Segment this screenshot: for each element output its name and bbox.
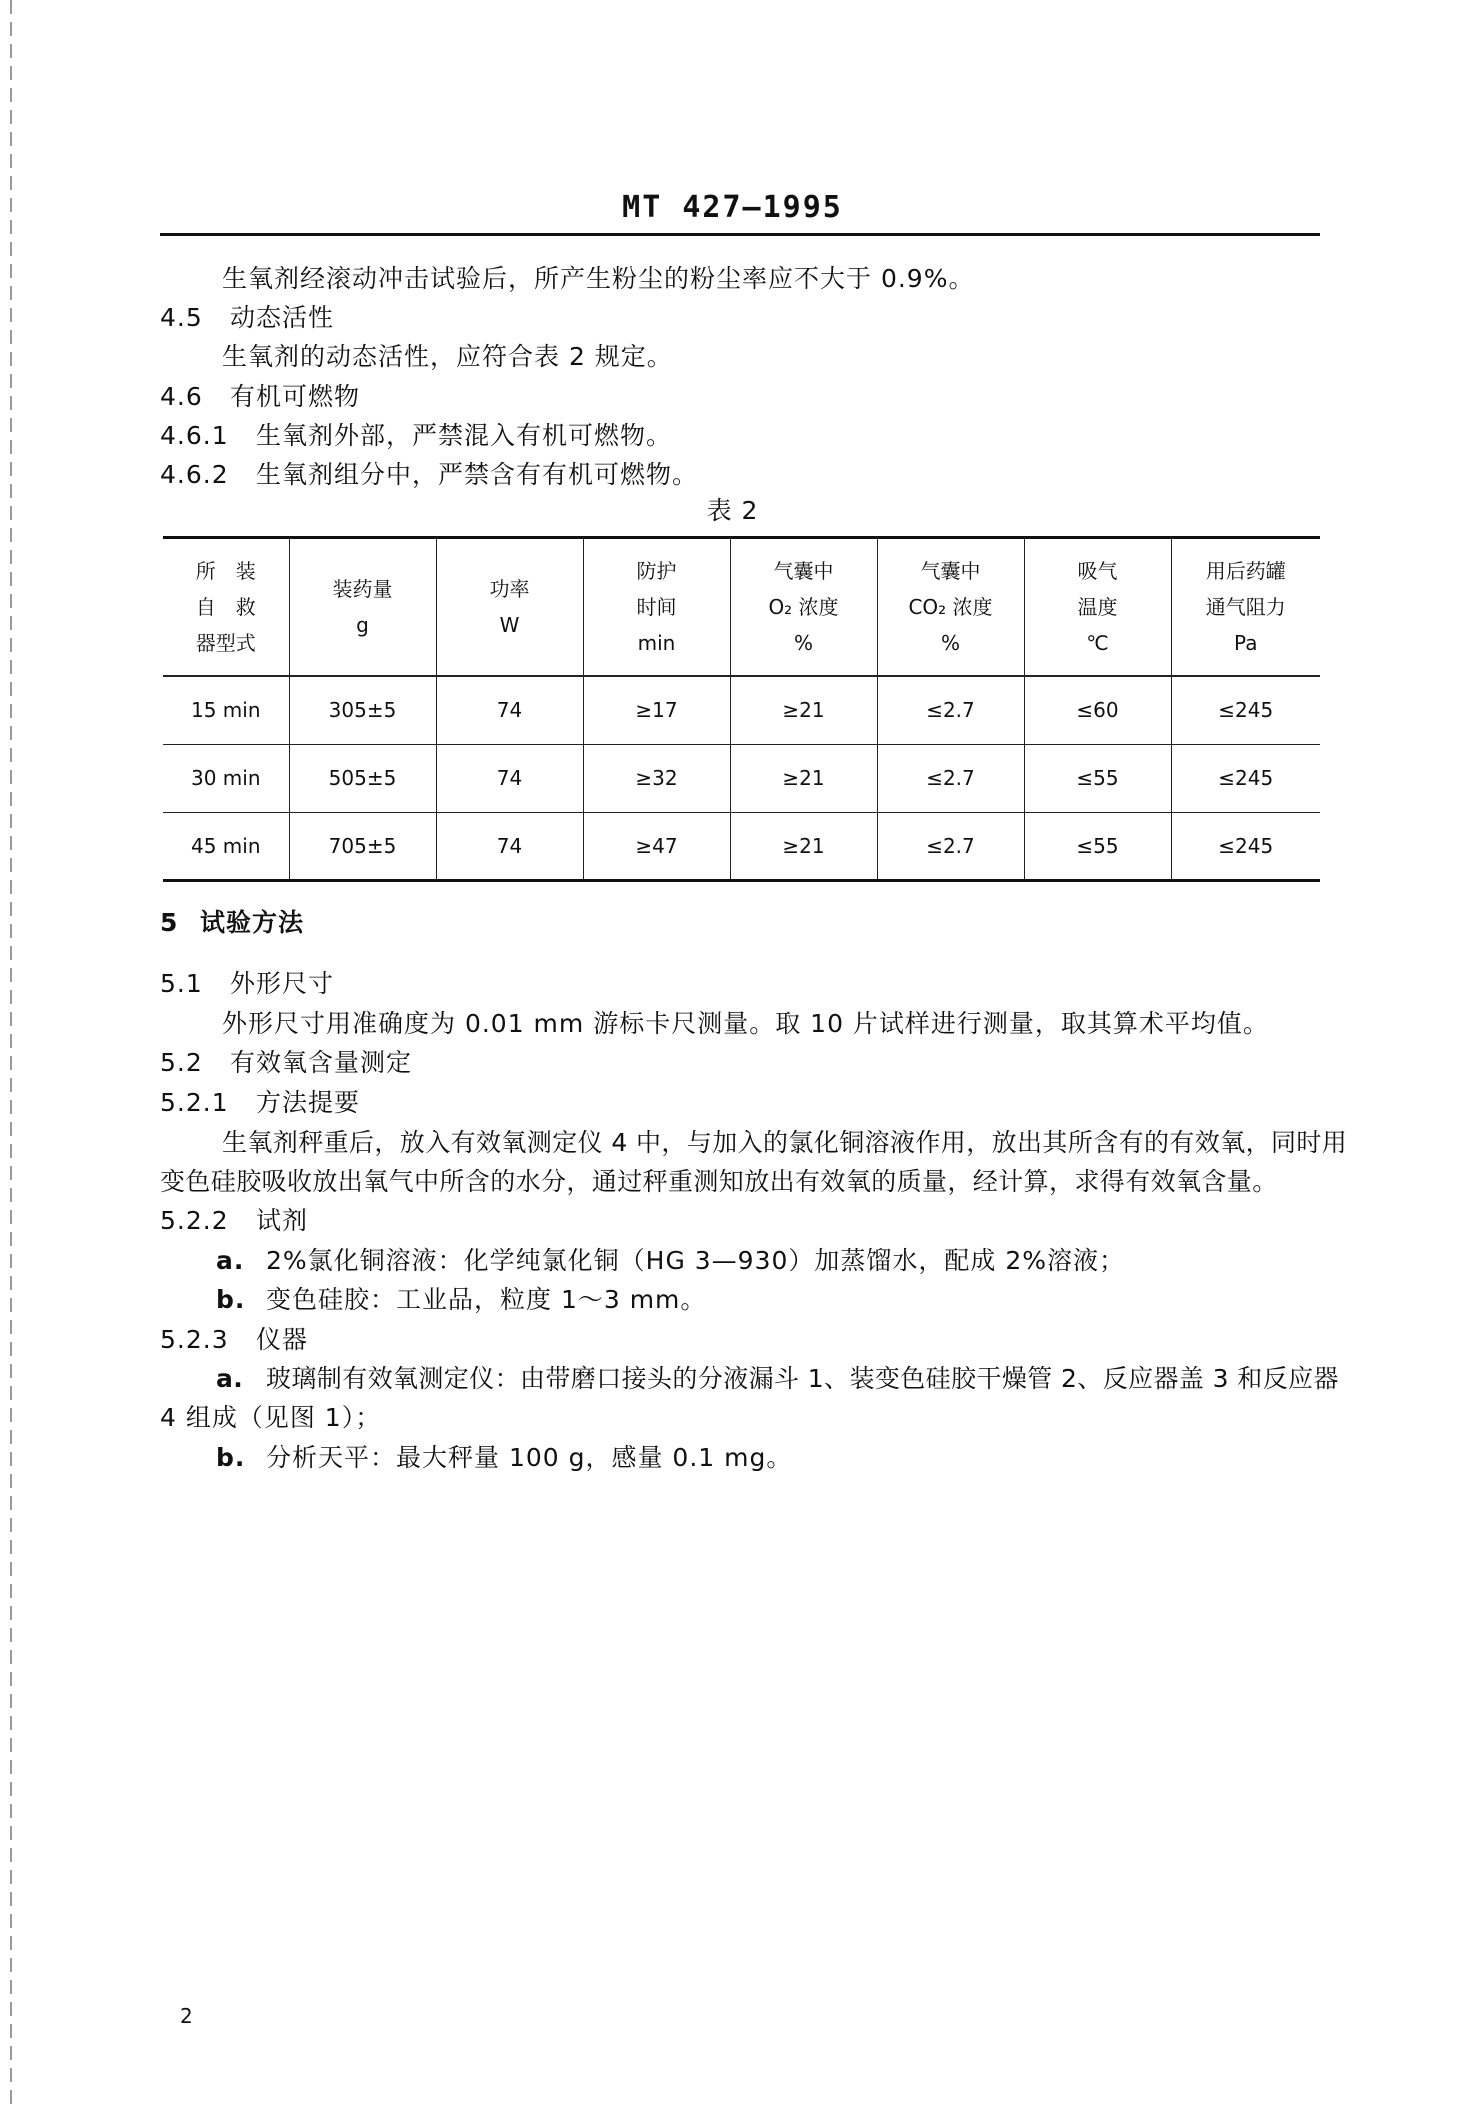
col-header-o2: 气囊中 O₂ 浓度 % <box>730 538 877 677</box>
reagent-b <box>216 1283 706 1317</box>
heading-number: 5.1 <box>160 969 203 998</box>
heading-4-6 <box>160 380 360 414</box>
table-cell: 45 min <box>190 833 261 858</box>
table-cell: 74 <box>436 744 583 812</box>
table-cell: ≤245 <box>1171 676 1320 744</box>
table-cell: 705±5 <box>289 812 436 880</box>
page-number: 2 <box>180 2004 193 2028</box>
col-header-power: 功率 W <box>436 538 583 677</box>
instrument-a-line2: 4 组成（见图 1）； <box>160 1403 382 1432</box>
item-label: a. <box>216 1246 245 1275</box>
col-header-temperature: 吸气 温度 ℃ <box>1024 538 1171 677</box>
heading-number: 5.2.2 <box>160 1206 229 1235</box>
standard-number: MT 427—1995 <box>622 190 843 225</box>
heading-title: 有效氧含量测定 <box>230 1048 413 1077</box>
item-label: a. <box>216 1364 244 1393</box>
table-cell: 74 <box>436 812 583 880</box>
heading-title: 试剂 <box>256 1206 309 1235</box>
col-header-protection-time: 防护 时间 min <box>583 538 730 677</box>
paragraph-5-2-1-line1: 生氧剂秤重后，放入有效氧测定仪 4 中，与加入的氯化铜溶液作用，放出其所含有的有效氧，同时用 <box>222 1128 1348 1157</box>
table-row <box>163 744 1320 812</box>
instrument-b <box>216 1441 792 1475</box>
heading-number: 4.5 <box>160 303 203 332</box>
table-cell: ≥47 <box>583 812 730 880</box>
item-text: 玻璃制有效氧测定仪：由带磨口接头的分液漏斗 1、装变色硅胶干燥管 2、反应器盖 3 和反应器 <box>266 1364 1339 1393</box>
table-row <box>163 676 1320 744</box>
table-cell: 505±5 <box>289 744 436 812</box>
paragraph-4-5: 生氧剂的动态活性，应符合表 2 规定。 <box>222 342 673 371</box>
item-text: 变色硅胶：工业品，粒度 1～3 mm。 <box>266 1285 707 1314</box>
paragraph-5-1: 外形尺寸用准确度为 0.01 mm 游标卡尺测量。取 10 片试样进行测量，取其算术平均值。 <box>222 1009 1269 1038</box>
header-rule <box>160 233 1320 236</box>
heading-title: 动态活性 <box>230 303 335 332</box>
heading-number: 5 <box>160 908 179 937</box>
table-cell: 305±5 <box>289 676 436 744</box>
instrument-a-line1 <box>216 1362 1339 1396</box>
table-cell: ≤55 <box>1024 744 1171 812</box>
reagent-a <box>216 1244 1125 1278</box>
heading-title: 有机可燃物 <box>230 382 361 411</box>
table-cell: 15 min <box>190 698 261 723</box>
table-cell: 74 <box>436 676 583 744</box>
clause-text: 生氧剂组分中，严禁含有有机可燃物。 <box>256 460 699 489</box>
dynamic-activity-table <box>163 536 1320 882</box>
table-cell: ≤245 <box>1171 744 1320 812</box>
heading-5-2-2 <box>160 1204 308 1238</box>
clause-number: 4.6.2 <box>160 460 229 489</box>
scan-edge <box>10 0 12 2108</box>
table-cell: ≥17 <box>583 676 730 744</box>
heading-number: 5.2.1 <box>160 1088 229 1117</box>
clause-4-6-1 <box>160 419 672 453</box>
clause-number: 4.6.1 <box>160 421 229 450</box>
clause-4-6-2 <box>160 458 698 492</box>
heading-5 <box>160 906 304 940</box>
dust-rate-paragraph: 生氧剂经滚动冲击试验后，所产生粉尘的粉尘率应不大于 0.9%。 <box>222 264 975 293</box>
table-cell: ≤2.7 <box>877 812 1024 880</box>
table-cell: ≥21 <box>730 744 877 812</box>
heading-title: 外形尺寸 <box>230 969 335 998</box>
table-header-row <box>163 538 1320 677</box>
heading-number: 5.2.3 <box>160 1325 229 1354</box>
col-header-co2: 气囊中 CO₂ 浓度 % <box>877 538 1024 677</box>
table-cell: ≤60 <box>1024 676 1171 744</box>
table-row <box>163 812 1320 880</box>
table-cell: ≥21 <box>730 812 877 880</box>
heading-title: 仪器 <box>256 1325 309 1354</box>
item-text: 分析天平：最大秤量 100 g，感量 0.1 mg。 <box>266 1443 793 1472</box>
clause-text: 生氧剂外部，严禁混入有机可燃物。 <box>256 421 673 450</box>
heading-5-2-3 <box>160 1323 308 1357</box>
heading-4-5 <box>160 301 334 335</box>
heading-5-2 <box>160 1046 412 1080</box>
table-cell: ≤2.7 <box>877 676 1024 744</box>
heading-5-2-1 <box>160 1086 360 1120</box>
heading-5-1 <box>160 967 334 1001</box>
heading-title: 试验方法 <box>200 908 305 937</box>
col-header-resistance: 用后药罐 通气阻力 Pa <box>1171 538 1320 677</box>
heading-number: 5.2 <box>160 1048 203 1077</box>
heading-number: 4.6 <box>160 382 203 411</box>
col-header-charge: 装药量 g <box>289 538 436 677</box>
col-header-model: 所 装 自 救 器型式 <box>195 559 256 655</box>
item-label: b. <box>216 1443 246 1472</box>
table-cell: ≤245 <box>1171 812 1320 880</box>
heading-title: 方法提要 <box>256 1088 361 1117</box>
table-cell: ≤55 <box>1024 812 1171 880</box>
table-cell: ≥21 <box>730 676 877 744</box>
table-cell: ≤2.7 <box>877 744 1024 812</box>
table-cell: ≥32 <box>583 744 730 812</box>
item-label: b. <box>216 1285 246 1314</box>
item-text: 2%氯化铜溶液：化学纯氯化铜（HG 3—930）加蒸馏水，配成 2%溶液； <box>266 1246 1126 1275</box>
paragraph-5-2-1-line2: 变色硅胶吸收放出氧气中所含的水分，通过秤重测知放出有效氧的质量，经计算，求得有效氧含量。 <box>160 1167 1278 1196</box>
table-caption: 表 2 <box>706 496 759 525</box>
table-cell: 30 min <box>190 766 261 790</box>
